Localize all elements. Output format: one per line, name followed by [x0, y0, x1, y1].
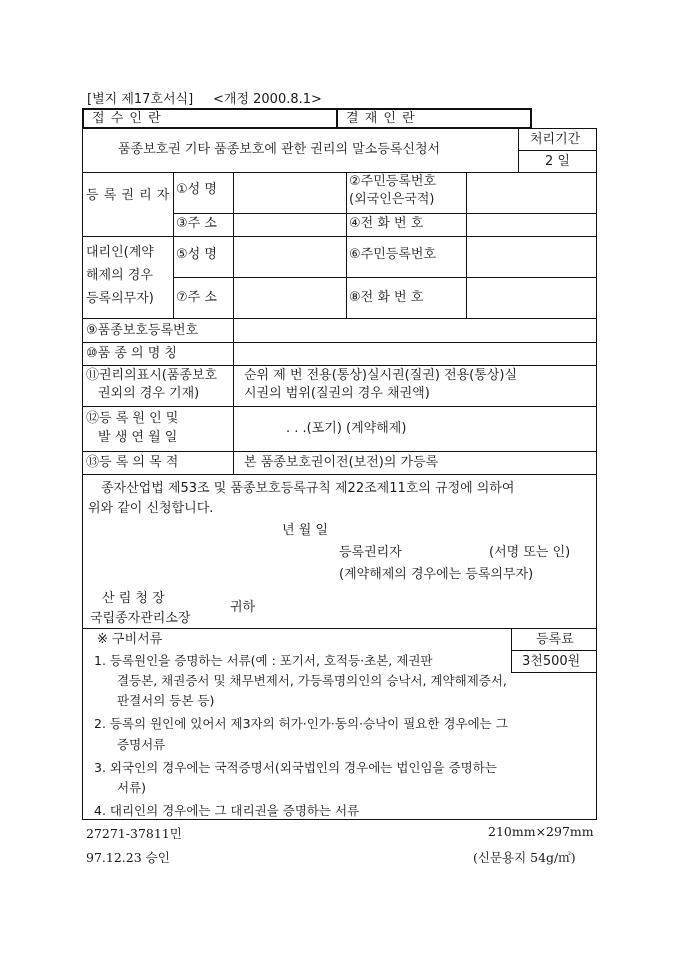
agent-phone-field[interactable]	[467, 278, 596, 318]
paper-size: 210mm×297mm	[488, 824, 594, 839]
doc-item1-line3: 판결서의 등본 등)	[117, 693, 215, 708]
registrant-resident-no-field[interactable]	[467, 173, 596, 213]
processing-period-label: 처리기간	[530, 132, 581, 147]
processing-period-value: 2 일	[545, 154, 570, 169]
application-date: 년 월 일	[282, 523, 328, 538]
addressee-forest-service: 산 림 청 장	[102, 591, 165, 606]
registrant-address-label: ③주 소	[176, 216, 217, 231]
doc-item3-line1: 3. 외국인의 경우에는 국적증명서(외국법인의 경우에는 법인임을 증명하는	[94, 760, 497, 775]
agent-phone-label: ⑧전 화 번 호	[349, 290, 424, 305]
registrant-phone-field[interactable]	[467, 214, 596, 236]
agent-address-label: ⑦주 소	[176, 290, 217, 305]
doc-item2-line2: 증명서류	[117, 737, 166, 752]
registrant-address-field[interactable]	[234, 214, 346, 236]
addressee-seed-center: 국립종자관리소장	[90, 611, 191, 626]
form-title: 품종보호권 기타 품종보호에 관한 권리의 말소등록신청서	[118, 142, 441, 157]
agent-resident-no-label: ⑥주민등록번호	[349, 247, 437, 262]
registrant-phone-label: ④전 화 번 호	[349, 216, 424, 231]
cause-value: . . .(포기) (계약해제)	[286, 421, 407, 436]
reg-no-field[interactable]	[234, 319, 596, 342]
cause-label-line1: ⑫등 록 원 인 및	[86, 411, 179, 426]
purpose-label: ⑬등 록 의 목 적	[86, 455, 179, 470]
reg-no-label: ⑨품종보호등록번호	[86, 323, 199, 338]
fee-label: 등록료	[536, 632, 574, 647]
receipt-stamp-label: 접 수 인 란	[92, 111, 162, 126]
honorific: 귀하	[230, 600, 256, 615]
form-number: [별지 제17호서식]	[87, 92, 194, 107]
approval-stamp-label: 결 재 인 란	[346, 111, 416, 126]
signature-hint: (서명 또는 인)	[489, 545, 571, 560]
doc-item2-line1: 2. 등록의 원인에 있어서 제3자의 허가·인가·동의·승낙이 필요한 경우에는 그	[94, 716, 508, 731]
variety-name-label: ⑩품 종 의 명 칭	[86, 346, 177, 361]
right-value-line1: 순위 제 번 전용(통상)실시권(질권) 전용(통상)실	[244, 368, 518, 383]
fee-value: 3천500원	[522, 654, 581, 669]
variety-name-field[interactable]	[234, 343, 596, 365]
statement-line1: 종자산업법 제53조 및 품종보호등록규칙 제22조제11호의 규정에 의하여	[101, 481, 515, 496]
purpose-value: 본 품종보호권이전(보전)의 가등록	[244, 455, 439, 470]
right-label-line1: ⑪권리의표시(품종보호	[86, 368, 218, 383]
doc-item4: 4. 대리인의 경우에는 그 대리권을 증명하는 서류	[94, 803, 360, 818]
right-value-line2: 시권의 범위(질권의 경우 채권액)	[244, 386, 430, 401]
paper-spec: (신문용지 54g/㎡)	[473, 850, 576, 865]
cause-label-line2: 발 생 연 월 일	[98, 430, 178, 445]
doc-item1-line1: 1. 등록원인을 증명하는 서류(예 : 포기서, 호적등·초본, 제권판	[94, 653, 433, 668]
agent-label-line1: 대리인(계약	[86, 245, 154, 260]
right-label-line2: 권외의 경우 기재)	[98, 386, 200, 401]
registrant-nationality-note: (외국인은국적)	[349, 192, 435, 207]
agent-address-field[interactable]	[234, 278, 346, 318]
doc-item1-line2: 결등본, 채권증서 및 채무변제서, 가등록명의인의 승낙서, 계약해제증서,	[117, 673, 507, 688]
form-code: 27271-37811민	[86, 826, 182, 841]
agent-resident-no-field[interactable]	[467, 237, 596, 277]
registrant-name-field[interactable]	[234, 173, 346, 213]
revision-note: <개정 2000.8.1>	[213, 92, 322, 107]
approval-date: 97.12.23 승인	[86, 850, 170, 865]
agent-name-label: ⑤성 명	[176, 247, 217, 262]
agent-label-line3: 등록의무자)	[86, 291, 154, 306]
applicant-label: 등록권리자	[339, 545, 402, 560]
registrant-resident-no-label: ②주민등록번호	[349, 174, 437, 189]
statement-line2: 위와 같이 신청합니다.	[88, 501, 214, 516]
agent-name-field[interactable]	[234, 237, 346, 277]
doc-item3-line2: 서류)	[117, 780, 147, 795]
registrant-label: 등 록 권 리 자	[86, 188, 170, 203]
required-docs-title: ※ 구비서류	[97, 632, 163, 647]
cancel-note: (계약해제의 경우에는 등록의무자)	[339, 567, 534, 582]
registrant-name-label: ①성 명	[176, 182, 217, 197]
agent-label-line2: 해제의 경우	[86, 268, 153, 283]
